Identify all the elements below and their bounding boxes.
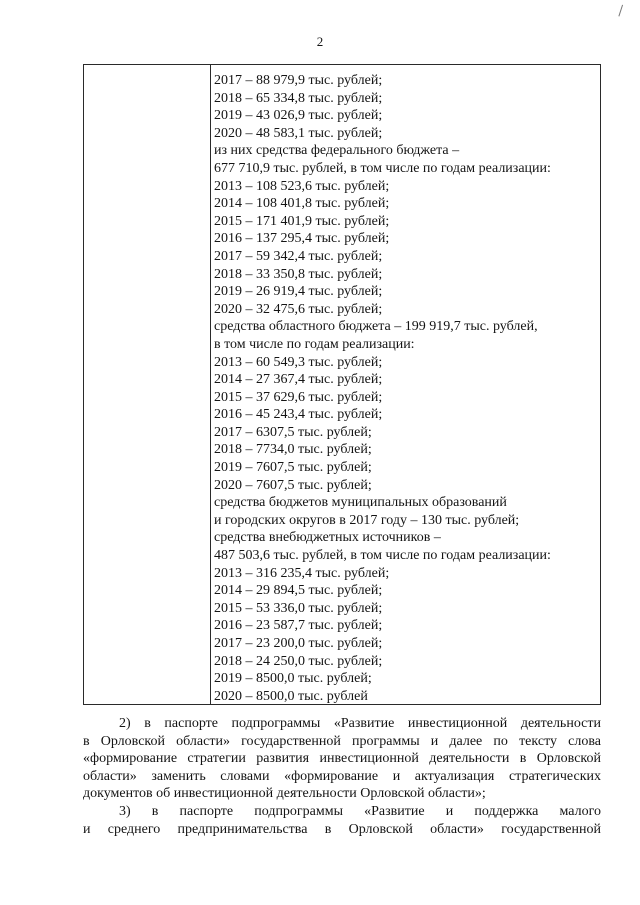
paragraph-3-line: 3) в паспорте подпрограммы «Развитие и поддержка малого <box>119 803 601 819</box>
scan-mark <box>618 5 631 20</box>
paragraph-2-line: 2) в паспорте подпрограммы «Развитие инвестиционной деятельности <box>119 716 601 731</box>
table-line: и городских округов в 2017 году – 130 тыс. рублей; <box>214 512 520 528</box>
table-line: 2016 – 45 243,4 тыс. рублей; <box>214 407 383 423</box>
column-divider <box>210 65 211 704</box>
table-line: 2014 – 27 367,4 тыс. рублей; <box>214 372 383 388</box>
table-line: 2018 – 24 250,0 тыс. рублей; <box>214 653 383 669</box>
funding-table <box>83 64 601 705</box>
table-line: 2020 – 7607,5 тыс. рублей; <box>214 477 372 493</box>
table-line: 2018 – 33 350,8 тыс. рублей; <box>214 266 383 282</box>
table-line: 2020 – 32 475,6 тыс. рублей; <box>214 301 383 317</box>
table-line: 2016 – 23 587,7 тыс. рублей; <box>214 618 383 634</box>
table-line: средства областного бюджета – 199 919,7 тыс. рублей, <box>214 319 538 335</box>
table-line: из них средства федерального бюджета – <box>214 143 460 159</box>
table-line: 2017 – 6307,5 тыс. рублей; <box>214 424 372 440</box>
paragraph-2 <box>83 715 601 803</box>
funding-table-right-cell <box>214 72 598 705</box>
table-line: 2020 – 48 583,1 тыс. рублей; <box>214 125 383 141</box>
table-line: 2019 – 43 026,9 тыс. рублей; <box>214 108 383 124</box>
table-line: средства бюджетов муниципальных образований <box>214 495 507 511</box>
table-line: 2013 – 316 235,4 тыс. рублей; <box>214 565 390 581</box>
paragraph-2-line: «формирование стратегии развития инвестиционной деятельности в Орловской <box>83 751 601 767</box>
table-line: 2019 – 7607,5 тыс. рублей; <box>214 460 372 476</box>
table-line: 2020 – 8500,0 тыс. рублей <box>214 688 368 704</box>
paragraph-2-line: области» заменить словами «формирование и актуализация стратегических <box>83 768 601 784</box>
table-line: 2018 – 65 334,8 тыс. рублей; <box>214 90 383 106</box>
paragraph-3 <box>83 803 601 838</box>
body-text <box>83 715 601 838</box>
table-line: 2019 – 8500,0 тыс. рублей; <box>214 671 372 687</box>
table-line: 2015 – 53 336,0 тыс. рублей; <box>214 600 383 616</box>
table-line: 2017 – 88 979,9 тыс. рублей; <box>214 73 383 88</box>
table-line: 2017 – 59 342,4 тыс. рублей; <box>214 248 383 264</box>
table-line: 2017 – 23 200,0 тыс. рублей; <box>214 636 383 651</box>
table-line: 2019 – 26 919,4 тыс. рублей; <box>214 284 383 300</box>
table-line: в том числе по годам реализации: <box>214 336 415 352</box>
table-line: 2014 – 29 894,5 тыс. рублей; <box>214 583 383 599</box>
table-line: 487 503,6 тыс. рублей, в том числе по годам реализации: <box>214 548 551 564</box>
table-line: 2015 – 171 401,9 тыс. рублей; <box>214 213 390 229</box>
table-line: 2013 – 108 523,6 тыс. рублей; <box>214 178 390 194</box>
paragraph-2-line: документов об инвестиционной деятельности Орловской области»; <box>83 786 486 802</box>
table-line: средства внебюджетных источников – <box>214 530 441 546</box>
paragraph-3-line: и среднего предпринимательства в Орловской области» государственной <box>83 821 601 837</box>
paragraph-2-line: в Орловской области» государственной программы и далее по тексту слова <box>83 733 601 749</box>
table-line: 2014 – 108 401,8 тыс. рублей; <box>214 196 390 212</box>
page-number: 2 <box>316 34 324 49</box>
table-line: 2016 – 137 295,4 тыс. рублей; <box>214 231 390 247</box>
table-line: 2015 – 37 629,6 тыс. рублей; <box>214 389 383 405</box>
table-line: 2018 – 7734,0 тыс. рублей; <box>214 442 372 458</box>
table-line: 2013 – 60 549,3 тыс. рублей; <box>214 354 383 370</box>
table-line: 677 710,9 тыс. рублей, в том числе по годам реализации: <box>214 160 551 176</box>
